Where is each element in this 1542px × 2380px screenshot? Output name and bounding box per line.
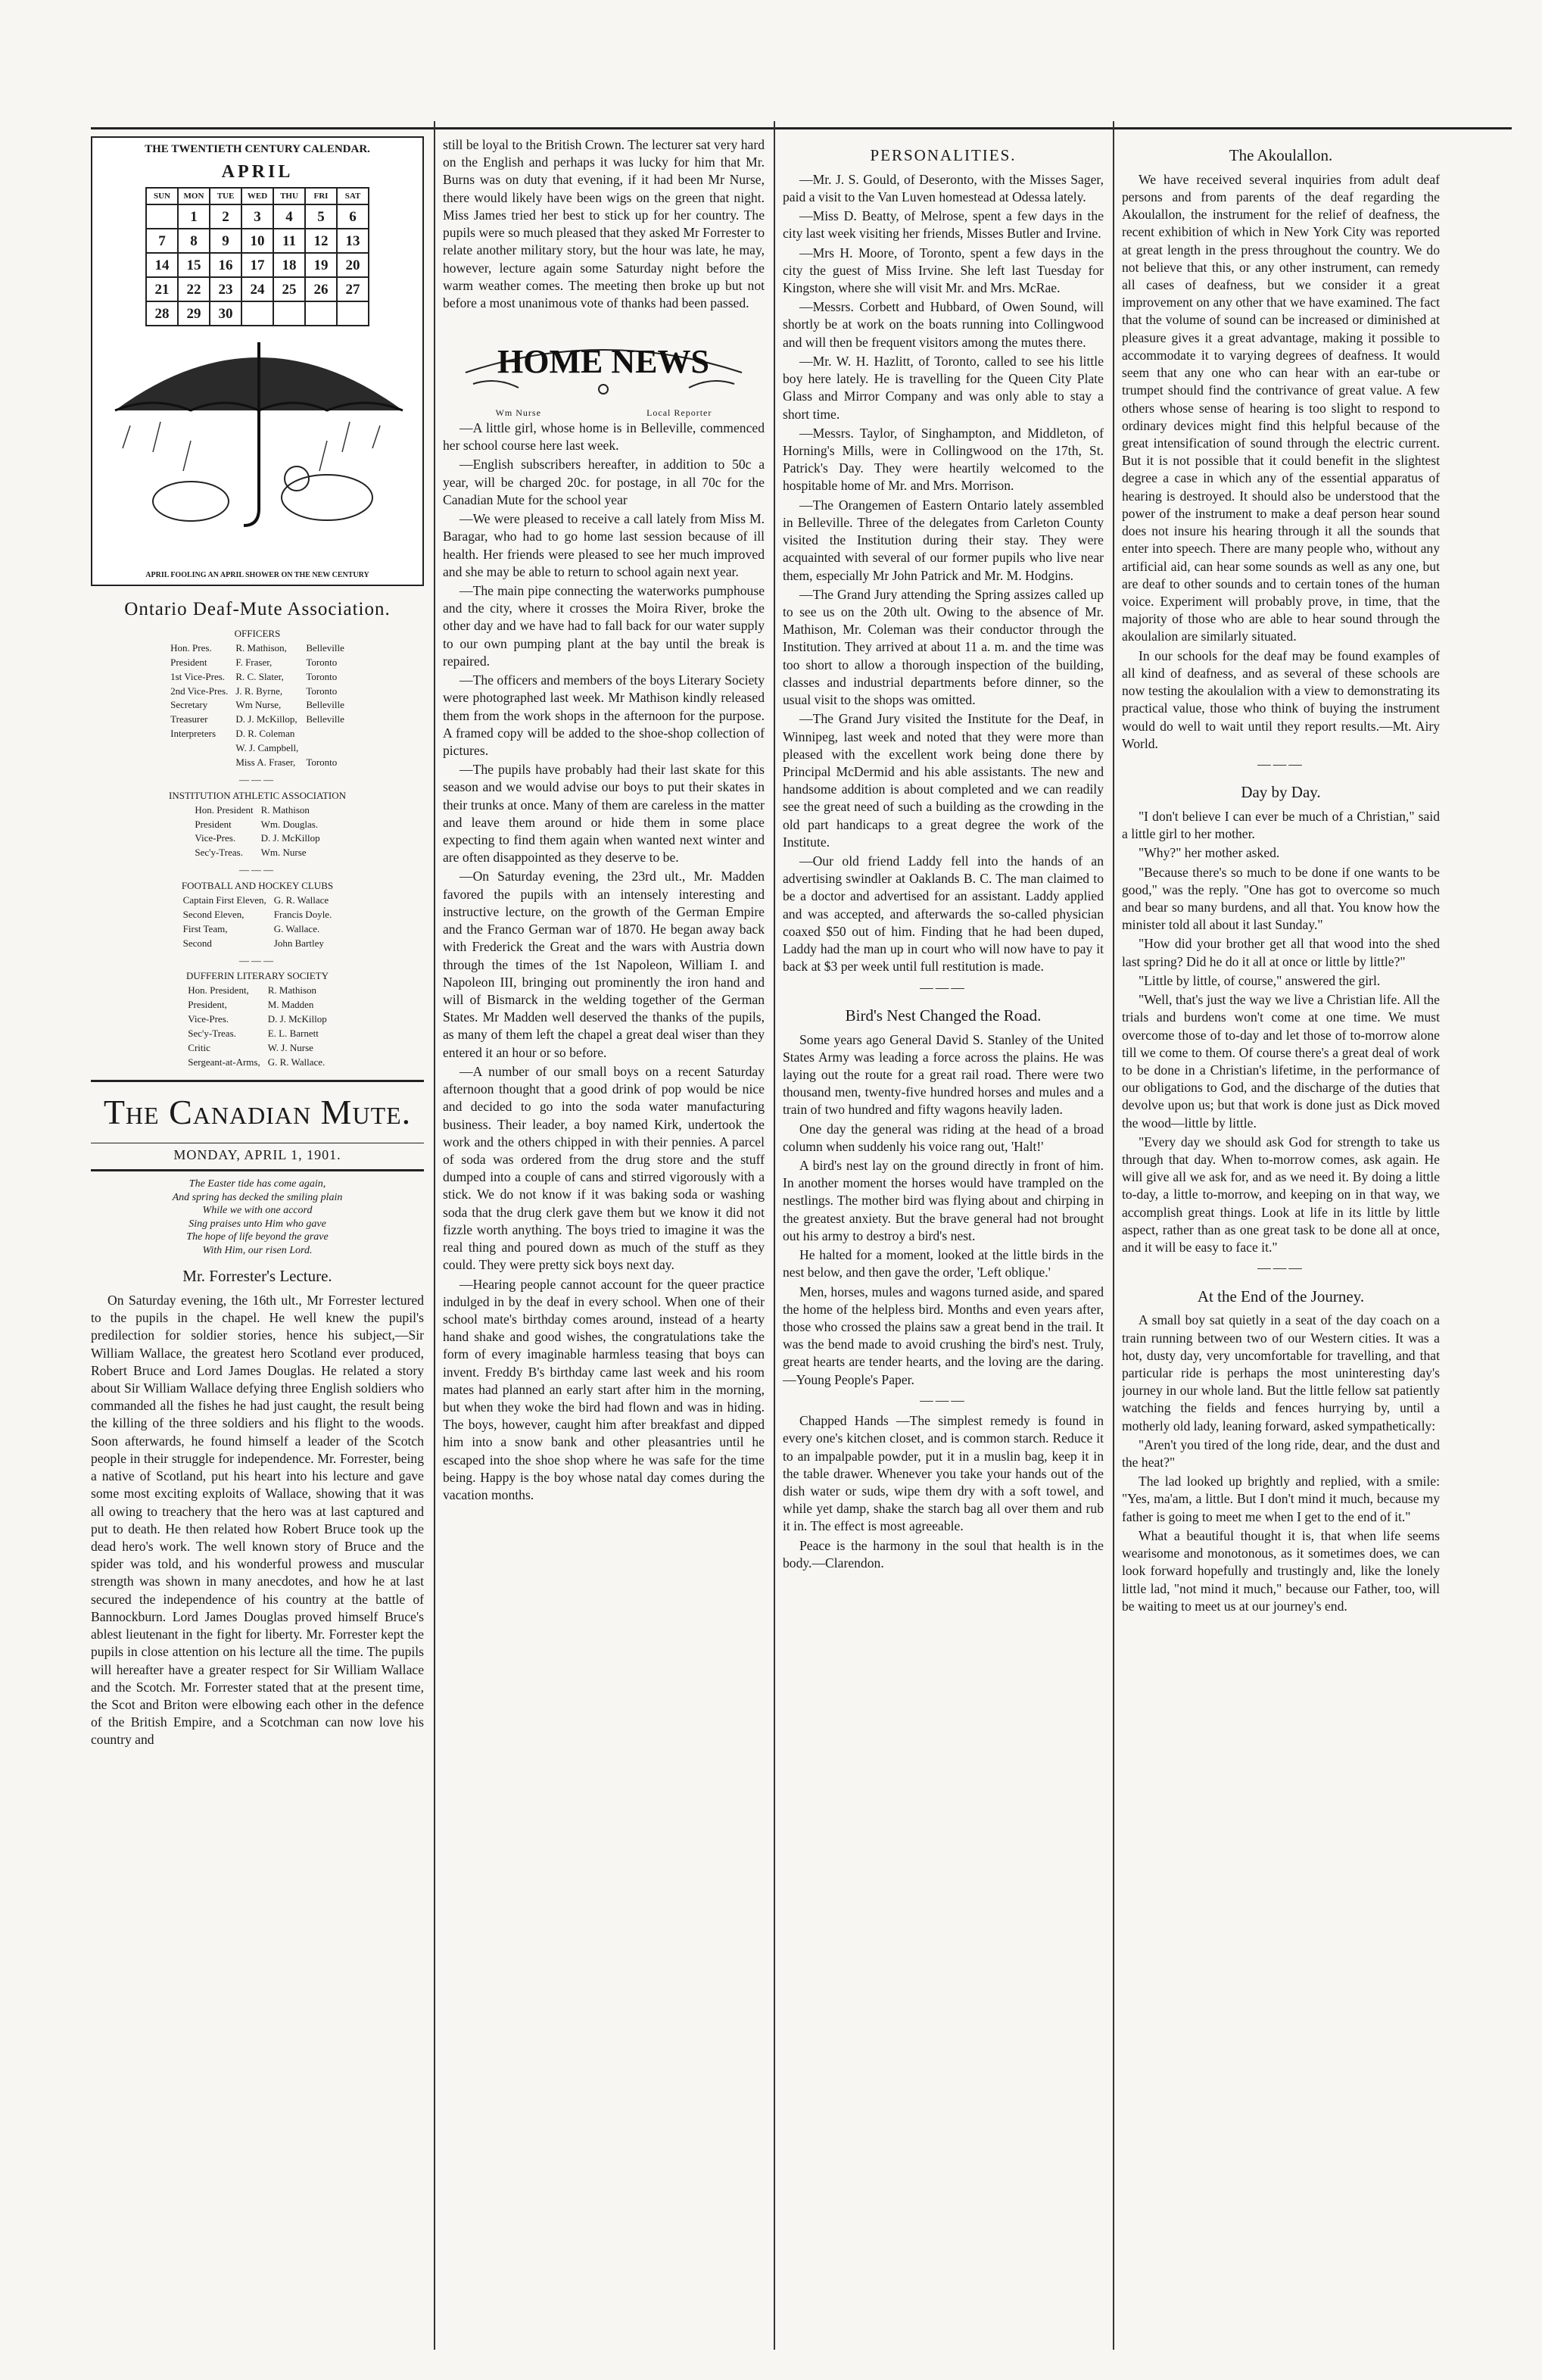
calendar-day: 30 [210,301,241,326]
athletic-heading: INSTITUTION ATHLETIC ASSOCIATION [169,789,346,801]
table-cell: Toronto [306,670,338,682]
calendar-day: 11 [273,229,305,253]
reporter-name: Wm Nurse [495,407,541,419]
table-cell: E. L. Barnett [267,1028,319,1040]
paragraph: Some years ago General David S. Stanley of the United States Army was leading a force across the plains. He was laying out the route for a great rail road. There were two thousand men, twenty-five hundred horses and mules and a train of two hundred and fifty wagons heavily laden. [783,1031,1104,1118]
table-cell: Secretary [170,699,208,711]
table-cell: D. J. McKillop [260,832,320,844]
table-cell: Sec'y-Treas. [195,847,243,859]
table-cell: D. J. McKillop, [235,713,297,725]
separator: ——— [920,979,967,995]
home-news-items [443,420,765,1504]
home-news-subtitle [443,407,765,420]
column-divider [1113,121,1114,2350]
calendar-weekday: WED [241,188,273,204]
paragraph: "Because there's so much to be done if one wants to be good," was the reply. "One has got to overcome so much and bear so many burdens, and all that. You know how the minister told all about it last Sunday." [1122,864,1440,933]
calendar-weekday: FRI [305,188,337,204]
table-cell: G. R. Wallace. [267,1056,326,1068]
calendar-day: 18 [273,253,305,277]
reporter-role: Local Reporter [646,407,712,419]
separator: ——— [1257,1260,1304,1276]
calendar-illustration [91,136,424,586]
calendar-day: 2 [210,204,241,229]
chapped-hands: Chapped Hands —The simplest remedy is found in every one's kitchen closet, and is common starch. Reduce it to an impalpable powder, put it in a muslin bag, keep it in the table drawer. Whenever you take your hands out of the dish water or suds, wipe them dry with a soft towel, and while yet damp, shake the starch bag all over them and rub it in. The effect is most agreeable. [783,1413,1104,1534]
table-cell: President [170,656,207,668]
table-cell: 1st Vice-Pres. [170,670,226,682]
paragraph: —The main pipe connecting the waterworks pumphouse and the city, where it crosses the Moira River, broke the other day and we have had to fall back for our water supply to our own pumping plant at the bay until the break is repaired. [443,582,765,669]
table-cell: J. R. Byrne, [235,685,283,697]
table-cell: Sec'y-Treas. [188,1028,236,1040]
calendar-month: APRIL [221,161,294,182]
table-cell [303,742,347,755]
paragraph: —We were pleased to receive a call lately from Miss M. Baragar, who had to go home last session because of ill health. Her friends were pleased to see her much improved and she may be able to return to school again next year. [443,511,765,579]
paragraph: —Messrs. Corbett and Hubbard, of Owen Sound, will shortly be at work on the boats running into Collingwood and will then be frequent visitors among the mutes there. [783,299,1104,350]
personalities-title: PERSONALITIES. [870,146,1017,164]
paragraph: —Mrs H. Moore, of Toronto, spent a few days in the city the guest of Miss Irvine. She left last Tuesday for Kingston, where she will visit Mr. and Mrs. McRae. [783,245,1104,296]
calendar-day [273,301,305,326]
calendar-day: 6 [337,204,369,229]
paragraph: We have received several inquiries from adult deaf persons and from parents of the deaf regarding the Akoulallon, the instrument for the relief of deafness, the recent exhibition of which in New York City was reported at great length in the press throughout the country. We do not believe that this, or any other instrument, can remedy all cases of deafness, but we consider it a great improvement on any other that we have examined. The fact that the volume of sound can be increased or diminished at pleasure gives it a great advantage, making it possible to accommodate it to varying degrees of deafness. It would seem that any one who can hear with an ear-tube or trumpet should find the contrivance of great value. A few others whose sense of hearing is too slight to respond to ordinary devices might find this helpful because of the great intensification of sound through the electric current. But it is not possible that it could benefit in the slightest degree a case in which any of the essential apparatus of hearing is destroyed. It should also be understood that the power of the instrument to make a deaf person hear sound does not insure his hearing through it all the sounds that enter into speech. There are many people who, without any artificial aid, can hear some sounds as well as any one, but are deaf to other sounds and to certain tones of the human voice. Experiment will probably prove, in time, that the majority of those who are able to hear sound through the akoulalion are similarly situated. [1122,171,1440,644]
poem-line: The hope of life beyond the grave [186,1231,329,1243]
calendar-weekday: SUN [146,188,178,204]
paragraph: "I don't believe I can ever be much of a Christian," said a little girl to her mother. [1122,808,1440,842]
paragraph: —English subscribers hereafter, in addition to 50c a year, will be charged 20c. for postage, in all 70c for the Canadian Mute for the school year [443,457,765,507]
table-cell: Second [182,937,212,949]
table-cell: Vice-Pres. [195,832,236,844]
officers-table [166,641,349,771]
paragraph: Men, horses, mules and wagons turned aside, and spared the home of the helpless bird. Months and even years after, those who crossed the plains saw a great bend in the trail. It was the bend made to avoid crushing the bird's nest. Truly, great hearts are tender hearts, and the loving are the daring.—Young People's Paper. [783,1284,1104,1387]
calendar-day: 10 [241,229,273,253]
column-2 [443,136,765,2350]
table-cell: M. Madden [267,999,314,1011]
table-cell: G. Wallace. [273,922,320,934]
calendar-day [241,301,273,326]
calendar-day: 19 [305,253,337,277]
table-cell: R. Mathison [260,803,310,816]
poem-line: With Him, our risen Lord. [202,1244,313,1256]
poem-line: The Easter tide has come again, [188,1178,326,1190]
day-article [1122,808,1440,1256]
table-cell [167,742,231,755]
paragraph: One day the general was riding at the head of a broad column when suddenly his voice rang out, 'Halt!' [783,1121,1104,1154]
calendar-day: 9 [210,229,241,253]
table-cell: President, [188,999,227,1011]
paragraph: "How did your brother get all that wood into the shed last spring? Did he do it all at once or little by little?" [1122,936,1440,969]
table-cell: Toronto [306,685,338,697]
poem-line: And spring has decked the smiling plain [172,1191,343,1203]
calendar-weekday: THU [273,188,305,204]
birds-title: Bird's Nest Changed the Road. [845,1006,1042,1025]
table-cell: Miss A. Fraser, [235,756,296,769]
calendar-day: 3 [241,204,273,229]
separator: ——— [920,1392,967,1408]
paragraph: —Our old friend Laddy fell into the hands of an advertising swindler at Oaklands B. C. The man claimed to be a doctor and advertised for an assistant. Laddy applied and was accepted, and afterwards the so-called physician coaxed $50 out of him. Finding that he had been duped, Laddy had the man up in court who will now have to pay it back at $3 per week until full restitution is made. [783,853,1104,975]
table-cell: Francis Doyle. [273,908,332,920]
paragraph: —The Grand Jury visited the Institute for the Deaf, in Winnipeg, last week and noted that they were more than pleased with the excellent work being done there by Principal McDermid and his able assistants. The new and handsome addition is about completed and we can readily see the great need of such a building as the crowding in the old part handicaps to a great degree the work of the Institute. [783,711,1104,850]
birds-article [783,1031,1104,1389]
calendar-day [305,301,337,326]
table-cell: D. J. McKillop [267,1013,327,1025]
calendar-day: 24 [241,277,273,301]
table-cell: Critic [188,1041,210,1053]
calendar-day: 21 [146,277,178,301]
calendar-day: 15 [178,253,210,277]
calendar-weekday: TUE [210,188,241,204]
table-cell: Vice-Pres. [188,1013,229,1025]
calendar-day: 23 [210,277,241,301]
calendar-day: 17 [241,253,273,277]
paragraph: —Miss D. Beatty, of Melrose, spent a few days in the city last week visiting her friends, Misses Butler and Irvine. [783,208,1104,242]
association-title: Ontario Deaf-Mute Association. [124,599,391,619]
masthead-title: The Canadian Mute. [91,1080,424,1144]
calendar-day: 22 [178,277,210,301]
calendar-grid [145,187,369,326]
column-1 [91,136,424,2350]
table-cell: W. J. Nurse [267,1041,313,1053]
calendar-day: 1 [178,204,210,229]
paragraph: In our schools for the deaf may be found examples of all kind of deafness, and as several of these schools are now testing the akoulalion with a view to demonstrating its practical value, those who think of buying the instrument would do well to wait until they report results.—Mt. Airy World. [1122,647,1440,751]
paragraph: —A number of our small boys on a recent Saturday afternoon thought that a good drink of pop would be nice and decided to go into the soda water manufacturing business. Their leader, a boy named Kirk, undertook the work and the others chipped in with their pennies. A parcel of soda was ordered from the drug store and the stuff dumped into a couple of cans and stirred vigorously with a stick. We do not know if it was baking soda or washing soda that the drug clerk gave them but we know it did not fizzle worth anything. The boys tried to imagine it was the real thing and poured down as much of the stuff as they could. They were pretty sick boys next day. [443,1063,765,1273]
home-news-title: HOME NEWS [497,343,709,381]
column-4 [1122,136,1440,2350]
calendar-title: THE TWENTIETH CENTURY CALENDAR. [145,143,370,155]
calendar-weekday: MON [178,188,210,204]
home-news-banner [443,320,765,403]
paragraph: He halted for a moment, looked at the little birds in the nest below, and then gave the order, 'Left oblique.' [783,1247,1104,1280]
paragraph: "Every day we should ask God for strength to take us through that day. When to-morrow comes, ask again. He will give all we ask for, and as we need it. By doing a little to-day, a little to-morrow, and keeping on in that way, we accomplish great things. Look at life in its little by little aspect, rather than as one great task to be done all at once, and it will be easy to face it." [1122,1134,1440,1256]
table-cell: Hon. President, [188,984,249,997]
calendar-weekday: SAT [337,188,369,204]
journey-article [1122,1312,1440,1615]
table-cell: Sergeant-at-Arms, [188,1056,260,1068]
separator: ——— [239,773,276,785]
paragraph: —The Grand Jury attending the Spring assizes called up to see us on the 20th ult. Owing to the absence of Mr. Mathison, Mr. Coleman was their conductor through the Institution. They arrived at about 11 a. m. and the time was too short to allow a thorough inspection of the building, classes and industrial departments before dinner, so the usual visit to the shops was omitted. [783,586,1104,708]
table-cell: Belleville [306,641,344,653]
paragraph: The lad looked up brightly and replied, with a smile: "Yes, ma'am, a little. But I don't mind it much, because my father is going to meet me when I get to the end of it." [1122,1474,1440,1524]
table-cell: D. R. Coleman [235,728,295,740]
table-cell: 2nd Vice-Pres. [170,685,229,697]
peace-quote: Peace is the harmony in the soul that health is in the body.—Clarendon. [783,1537,1104,1571]
calendar-day: 29 [178,301,210,326]
top-rule [91,127,1512,129]
table-cell: Wm Nurse, [235,699,282,711]
paragraph: —Messrs. Taylor, of Singhampton, and Middleton, of Horning's Mills, were in Collingwood on the 17th, St. Patrick's Day. They were heartily welcomed to the hospitable home of Mr. and Mrs. Morrison. [783,425,1104,494]
table-cell: Second Eleven, [182,908,245,920]
forrester-paragraph: On Saturday evening, the 16th ult., Mr Forrester lectured to the pupils in the chapel. He well knew the pupil's predilection for soldier stories, hence his subject,—Sir William Wallace, the greatest hero Scotland ever produced, Robert Bruce and Lord James Douglas. He related a story about Sir William Wallace defying three English soldiers who commanded all the fishes he had just caught, the result being the killing of the three soldiers and his flight to the woods. Soon afterwards, he found himself a leader of the Scotch people in their struggle for independence. Mr. Forrester, being a native of Scotland, put his heart into his lecture and gave some most exciting exploits of Wallace, showing that it was all owing to treachery that the hero was at last captured and put to death. He then related how Robert Bruce took up the dead hero's work. The well known story of Bruce and the spider was told, and his wonderful prowess and muscular strength was shown in many anecdotes, and how he at last secured the independence of his country at the battle of Bannockburn. Lord James Douglas proved himself Bruce's ablest lieutenant in the fight for liberty. Mr. Forrester kept the pupils in close attention on his lecture all the time. The pupils will hereafter have a greater respect for Sir William Wallace and the Scotch. Mr. Forrester stated that at the present time, the Scot and Briton were elbowing each other in the defence of the British Empire, and a Scotchman can now love his country and [91,1292,424,1748]
table-cell: Belleville [306,699,344,711]
paragraph: —A little girl, whose home is in Belleville, commenced her school course here last week. [443,420,765,454]
poem-line: Sing praises unto Him who gave [188,1218,326,1230]
easter-poem [91,1178,424,1257]
calendar-day: 28 [146,301,178,326]
paragraph: A small boy sat quietly in a seat of the day coach on a train running between two of our Western cities. It was a hot, dusty day, very uncomfortable for travelling, and that particular ride is perhaps the most uninteresting day's journey in our whole land. But the little fellow sat patiently watching the fields and fences hurrying by, until a motherly old lady, leaning forward, asked sympathetically: [1122,1312,1440,1433]
table-cell: R. Mathison [267,984,317,997]
table-cell: Toronto [306,656,338,668]
table-cell: Wm. Douglas. [260,818,319,830]
akoulallon-title: The Akoulallon. [1229,146,1333,164]
paragraph: —Hearing people cannot account for the queer practice indulged in by the deaf in every school. When one of their school mate's birthday comes around, instead of a hearty hand shake and good wishes, the congratulations take the form of every imaginable harmless teasing that boys can invent. Freddy B's birthday came last week and his room mates had planned an early start after him in the morning, but when they woke the bird had flown and was in hiding. The boys, however, caught him after breakfast and dipped him into a snow bank and other pleasantries until he escaped into the shoe shop where he was safe for the time being. Happy is the boy whose natal day comes during the vacation months. [443,1276,765,1503]
table-cell: Belleville [306,713,344,725]
table-cell: F. Fraser, [235,656,273,668]
personalities-items [783,171,1104,976]
calendar-day: 12 [305,229,337,253]
paragraph: —The Orangemen of Eastern Ontario lately assembled in Belleville. Three of the delegates from Carleton County visited the Institution during their stay. They were acquainted with several of our former pupils who live near them, especially Mr John Patrick and Mr. M. Hodgins. [783,497,1104,583]
calendar-day: 4 [273,204,305,229]
table-cell: Hon. Pres. [170,641,212,653]
table-cell: G. R. Wallace [273,894,329,906]
day-title: Day by Day. [1241,783,1321,802]
football-heading: FOOTBALL AND HOCKEY CLUBS [181,880,334,892]
calendar-day: 20 [337,253,369,277]
table-cell: John Bartley [273,937,324,949]
column-3 [783,136,1104,2350]
table-cell: Wm. Nurse [260,847,307,859]
column-divider [434,121,435,2350]
calendar-day: 8 [178,229,210,253]
table-cell [303,728,347,741]
paragraph: "Well, that's just the way we live a Christian life. All the trials and burdens won't come at one time. We must overcome those of to-day and let those of to-morrow alone till we come to them. Of course there's a great deal of work to be done in a Christian's lifetime, in the performance of our obligations to God, and the discharge of the duties that devolve upon us; but that work is done just as Dick moved the wood—little by little. [1122,992,1440,1131]
paragraph: —The pupils have probably had their last skate for this season and we would advise our boys to put their skates in their trunks at once. Many of them are careless in the matter and leave them around or hide them in some place expecting to find them again when wanted next winter and are often disappointed as they deserve to be. [443,762,765,866]
paragraph: —Mr. J. S. Gould, of Deseronto, with the Misses Sager, paid a visit to the Van Luven homestead at Odessa lately. [783,171,1104,204]
paragraph: "Aren't you tired of the long ride, dear, and the dust and the heat?" [1122,1436,1440,1471]
separator: ——— [239,864,276,876]
paragraph: What a beautiful thought it is, that when life seems wearisome and monotonous, as it sometimes does, we can look forward hopefully and trustingly and, like the lonely little lad, "not mind it much," because our Father, too, will be waiting to meet us at our journey's end. [1122,1527,1440,1614]
calendar-day: 14 [146,253,178,277]
home-news-ornament [443,320,765,403]
paragraph: "Why?" her mother asked. [1139,845,1280,861]
table-cell: Treasurer [170,713,208,725]
table-cell: Interpreters [170,728,217,740]
forrester-paragraph-cont: still be loyal to the British Crown. The lecturer sat very hard on the English and perhaps it was lucky for him that Mr. Burns was on duty that evening, if it had been Mr Nurse, there would likely have been wigs on the green that night. Miss James tried her best to stick up for her country. The pupils were so much pleased that they asked Mr Forrester to relate another military story, but the hour was late, he may, however, lecture again some Saturday night before the warm weather comes. The meeting then broke up but not before a most unanimous vote of thanks had been passed. [443,137,765,310]
athletic-table [190,803,324,862]
calendar-day: 7 [146,229,178,253]
poem-line: While we with one accord [202,1205,313,1217]
paragraph: "Little by little, of course," answered the girl. [1139,972,1381,988]
separator: ——— [239,954,276,966]
masthead-date: MONDAY, APRIL 1, 1901. [91,1146,424,1171]
akoulallon-article [1122,171,1440,753]
paragraph: —Mr. W. H. Hazlitt, of Toronto, called to see his little boy here lately. He is travelling for the Queen City Plate Glass and Mirror Company and was only able to stay a short time. [783,353,1104,422]
table-cell: Toronto [306,756,338,769]
table-cell: First Team, [182,922,228,934]
literary-table [183,983,331,1070]
paragraph: A bird's nest lay on the ground directly in front of him. In another moment the horses would have trampled on the nestlings. The mother bird was flying about and chirping in the greatest anxiety. But the brave general had not brought out his army to destroy a bird's nest. [783,1158,1104,1243]
table-cell: W. J. Campbell, [235,742,299,754]
literary-heading: DUFFERIN LITERARY SOCIETY [185,970,329,982]
calendar-day: 25 [273,277,305,301]
calendar-day: 13 [337,229,369,253]
table-cell [167,756,231,769]
paragraph: —The officers and members of the boys Literary Society were photographed last week. Mr Mathison kindly released them from the work shops in the afternoon for the purpose. A framed copy will be added to the shoe-shop collection of pictures. [443,672,765,758]
forrester-title: Mr. Forrester's Lecture. [182,1267,332,1286]
officers-section [91,628,424,1071]
paragraph: —On Saturday evening, the 23rd ult., Mr. Madden favored the pupils with an intensely interesting and instructive lecture, on the growth of the German Empire and the Franco German war of 1870. He began away back with Frederick the Great and the wars with Austria down through the times of the 1st Napoleon, William I. and Napoleon III, bringing out prominently the iron hand and will of Bismarck in the welding together of the German States. Mr Madden well deserved the thanks of the pupils, as many of them left the chapel a great deal wiser than they entered it an hour or so before. [443,869,765,1060]
calendar-day: 26 [305,277,337,301]
table-cell: R. Mathison, [235,641,287,653]
calendar-caption: APRIL FOOLING AN APRIL SHOWER ON THE NEW CENTURY [145,570,369,579]
table-cell: R. C. Slater, [235,670,284,682]
umbrella-illustration [100,327,418,547]
column-divider [774,121,775,2350]
calendar-day: 16 [210,253,241,277]
football-table [179,893,337,952]
calendar-day: 27 [337,277,369,301]
table-cell: Captain First Eleven, [182,894,266,906]
table-cell: Hon. President [195,803,254,816]
officers-heading: OFFICERS [234,628,281,639]
calendar-day [146,204,178,229]
journey-title: At the End of the Journey. [1197,1287,1365,1305]
calendar-day [337,301,369,326]
separator: ——— [1257,756,1304,772]
table-cell: President [195,818,232,830]
calendar-day: 5 [305,204,337,229]
